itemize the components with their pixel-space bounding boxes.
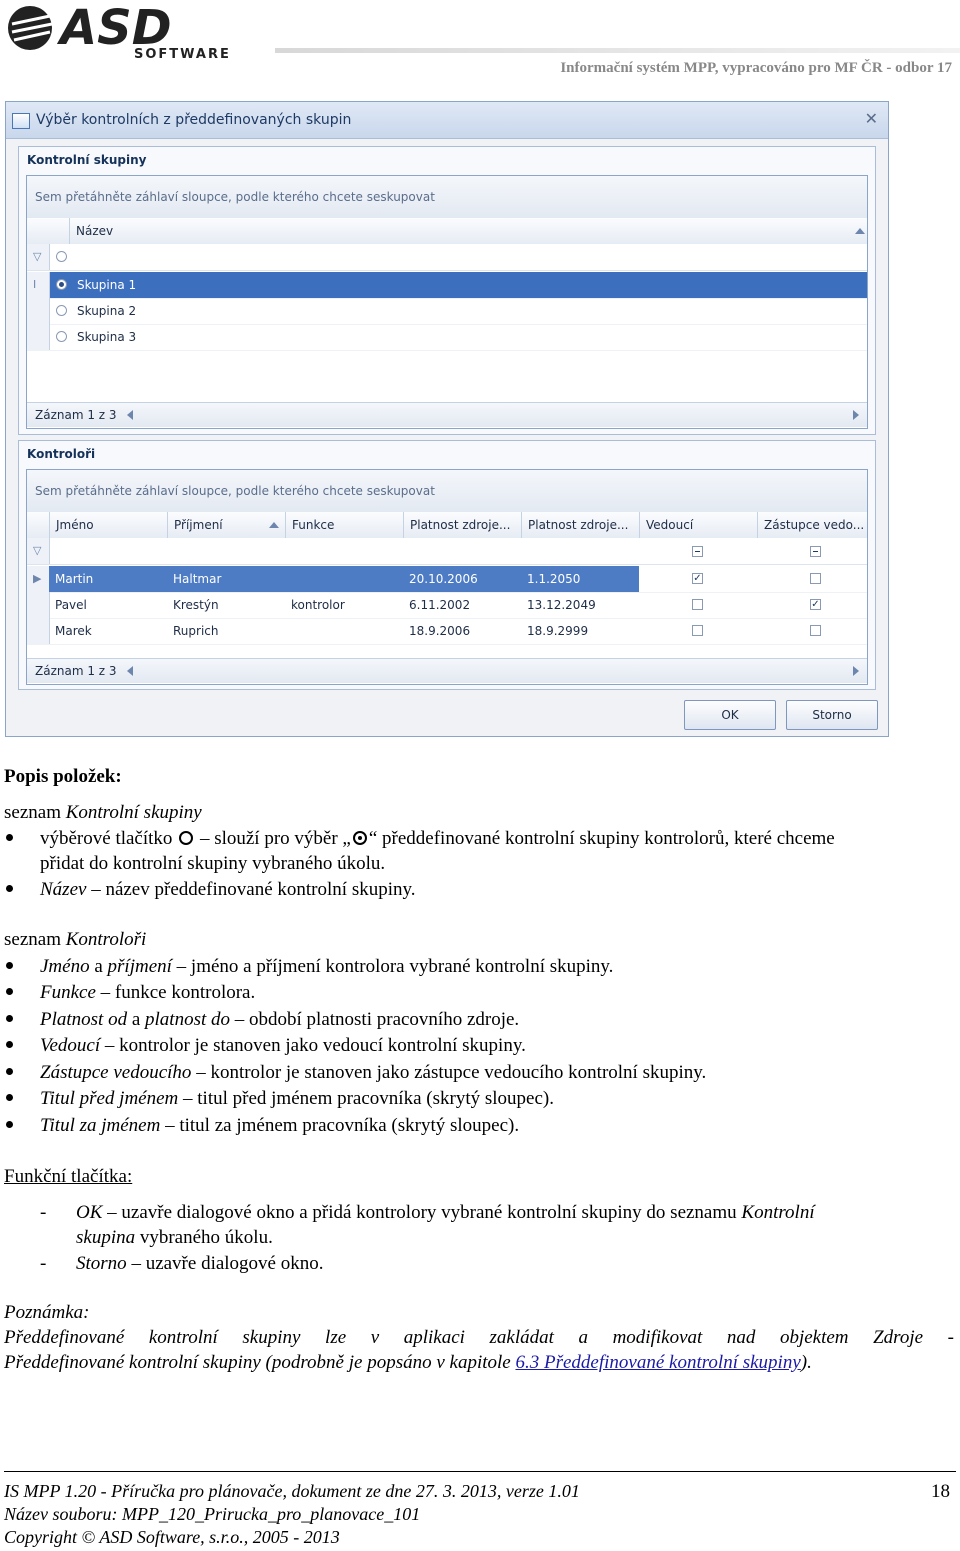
header-system-name: Informační systém MPP, vypracováno pro MF ČR - odbor 17 bbox=[560, 60, 952, 76]
header-rule bbox=[275, 48, 960, 53]
bullet-icon bbox=[4, 1068, 14, 1078]
group-by-hint: Sem přetáhněte záhlaví sloupce, podle kterého chcete seskupovat bbox=[35, 484, 435, 498]
row-indicator bbox=[27, 244, 50, 270]
footer-rule bbox=[4, 1471, 956, 1472]
cell-prijmeni: Ruprich bbox=[173, 624, 219, 638]
section-heading: Popis položek: bbox=[4, 766, 122, 787]
note-text: Předdefinované kontrolní skupiny lze v aplikaci zakládat a modifikovat nad objektem Zdroje - bbox=[4, 1327, 954, 1348]
bullet-icon bbox=[4, 1094, 14, 1104]
prev-record-icon[interactable] bbox=[127, 666, 133, 676]
row-indicator bbox=[27, 538, 50, 564]
ok-button[interactable]: OK bbox=[684, 700, 776, 730]
bullet-icon bbox=[4, 962, 14, 972]
vedouci-checkbox[interactable] bbox=[692, 599, 703, 610]
cell-platnost-od: 20.10.2006 bbox=[403, 566, 521, 592]
dash-item: Storno – uzavře dialogové okno. bbox=[76, 1253, 324, 1274]
column-header-platnost-od[interactable]: Platnost zdroje... bbox=[403, 512, 521, 538]
chapter-link[interactable]: 6.3 Předdefinované kontrolní skupiny bbox=[515, 1352, 801, 1373]
dash-marker: - bbox=[40, 1202, 47, 1223]
cell-jmeno: Marek bbox=[55, 624, 92, 638]
table-row[interactable] bbox=[27, 566, 867, 593]
group-kontrolni-skupiny bbox=[18, 146, 876, 435]
column-header-funkce[interactable]: Funkce bbox=[285, 512, 403, 538]
list2-title: seznam Kontroloři bbox=[4, 929, 147, 950]
bullet-icon bbox=[4, 885, 14, 895]
cell-funkce bbox=[285, 618, 291, 644]
cell-funkce bbox=[285, 566, 403, 592]
record-navigator bbox=[27, 658, 867, 683]
column-header-row bbox=[27, 512, 867, 539]
group-title: Kontroloři bbox=[27, 447, 96, 461]
vedouci-checkbox[interactable] bbox=[692, 625, 703, 636]
cell-jmeno: Pavel bbox=[55, 598, 87, 612]
row-indicator bbox=[27, 298, 50, 324]
list-item: Zástupce vedoucího – kontrolor je stanoven jako zástupce vedoucího kontrolní skupiny. bbox=[40, 1062, 707, 1083]
table-row[interactable] bbox=[27, 324, 867, 351]
cell-funkce: kontrolor bbox=[291, 598, 345, 612]
column-header-zastupce[interactable]: Zástupce vedo... bbox=[757, 512, 877, 538]
cell-nazev: Skupina 1 bbox=[77, 278, 137, 292]
group-kontrolori bbox=[18, 440, 876, 690]
group-by-panel[interactable] bbox=[27, 176, 867, 219]
sort-ascending-icon bbox=[269, 522, 279, 528]
vedouci-checkbox[interactable]: ✓ bbox=[693, 573, 702, 584]
close-icon[interactable]: ✕ bbox=[864, 109, 878, 128]
select-radio[interactable] bbox=[56, 305, 67, 316]
row-indicator bbox=[27, 272, 50, 298]
footer-copyright: Copyright © ASD Software, s.r.o., 2005 - 2013 bbox=[4, 1527, 340, 1547]
select-radio[interactable] bbox=[56, 331, 67, 342]
zastupce-checkbox[interactable] bbox=[810, 625, 821, 636]
list1-title: seznam Kontrolní skupiny bbox=[4, 802, 202, 823]
dash-item: OK – uzavře dialogové okno a přidá kontrolory vybrané kontrolní skupiny do seznamu Kontrolní bbox=[76, 1202, 815, 1223]
storno-button[interactable]: Storno bbox=[786, 700, 878, 730]
filter-icon: ▽ bbox=[33, 544, 42, 557]
table-row[interactable] bbox=[27, 618, 867, 645]
row-indicator bbox=[27, 324, 50, 350]
row-indicator bbox=[27, 592, 50, 618]
kontrolori-grid bbox=[26, 469, 868, 685]
cell-platnost-od: 18.9.2006 bbox=[409, 624, 471, 638]
column-header-nazev[interactable]: Název bbox=[69, 218, 871, 244]
record-counter: Záznam 1 z 3 bbox=[35, 664, 117, 678]
cell-platnost-do: 13.12.2049 bbox=[527, 598, 596, 612]
table-row[interactable] bbox=[27, 592, 867, 619]
table-row[interactable] bbox=[27, 272, 867, 299]
list-item: Vedoucí – kontrolor je stanoven jako vedoucí kontrolní skupiny. bbox=[40, 1035, 526, 1056]
cell-jmeno: Martin bbox=[49, 566, 167, 592]
note-text-continuation: Předdefinované kontrolní skupiny (podrobně je popsáno v kapitole 6.3 Předdefinované kontrolní skupiny). bbox=[4, 1352, 812, 1373]
filter-zastupce-checkbox[interactable] bbox=[810, 546, 821, 557]
filter-radio[interactable] bbox=[56, 251, 67, 262]
list-item: Funkce – funkce kontrolora. bbox=[40, 982, 256, 1003]
filter-vedouci-checkbox[interactable] bbox=[692, 546, 703, 557]
footer-filename: Název souboru: MPP_120_Prirucka_pro_planovace_101 bbox=[4, 1504, 421, 1524]
column-header-row bbox=[27, 218, 867, 245]
list-item: Název – název předdefinované kontrolní skupiny. bbox=[40, 879, 416, 900]
footer-document: IS MPP 1.20 - Příručka pro plánovače, dokument ze dne 27. 3. 2013, verze 1.01 bbox=[4, 1481, 580, 1501]
bullet-icon bbox=[4, 1121, 14, 1131]
svg-text:ASD: ASD bbox=[60, 2, 172, 56]
filter-icon: ▽ bbox=[33, 250, 42, 263]
dash-item-continuation: skupina vybraného úkolu. bbox=[76, 1227, 273, 1248]
cell-platnost-od: 6.11.2002 bbox=[409, 598, 471, 612]
list-item: Platnost od a platnost do – období platnosti pracovního zdroje. bbox=[40, 1009, 520, 1030]
asd-software-logo bbox=[6, 2, 276, 60]
column-header-vedouci[interactable]: Vedoucí bbox=[639, 512, 757, 538]
filter-row[interactable] bbox=[27, 244, 867, 271]
current-row-icon: ▶ bbox=[33, 572, 42, 585]
column-header-jmeno[interactable]: Jméno bbox=[49, 512, 167, 538]
table-row[interactable] bbox=[27, 298, 867, 325]
list-item: Titul za jménem – titul za jménem pracovníka (skrytý sloupec). bbox=[40, 1115, 520, 1136]
zastupce-checkbox[interactable]: ✓ bbox=[811, 599, 820, 610]
column-header-platnost-do[interactable]: Platnost zdroje... bbox=[521, 512, 639, 538]
row-indicator bbox=[27, 566, 50, 592]
group-by-hint: Sem přetáhněte záhlaví sloupce, podle kterého chcete seskupovat bbox=[35, 190, 435, 204]
dash-marker: - bbox=[40, 1253, 47, 1274]
column-header-prijmeni[interactable]: Příjmení bbox=[167, 512, 285, 538]
dialog-title: Výběr kontrolních z předdefinovaných skupin bbox=[36, 112, 352, 128]
edit-cursor-icon: I bbox=[33, 278, 37, 291]
list-item-continuation: přidat do kontrolní skupiny vybraného úkolu. bbox=[40, 853, 386, 874]
svg-text:SOFTWARE: SOFTWARE bbox=[134, 47, 231, 60]
dialog-titlebar bbox=[6, 102, 888, 139]
prev-record-icon[interactable] bbox=[127, 410, 133, 420]
group-by-panel[interactable] bbox=[27, 470, 867, 513]
list-item: Jméno a příjmení – jméno a příjmení kontrolora vybrané kontrolní skupiny. bbox=[40, 956, 614, 977]
function-buttons-heading: Funkční tlačítka: bbox=[4, 1166, 133, 1187]
cell-platnost-do: 1.1.2050 bbox=[521, 566, 639, 592]
cell-nazev: Skupina 2 bbox=[77, 304, 137, 318]
radio-off-icon bbox=[179, 831, 193, 845]
bullet-icon bbox=[4, 988, 14, 998]
bullet-icon bbox=[4, 834, 14, 844]
cell-platnost-do: 18.9.2999 bbox=[527, 624, 589, 638]
next-record-icon[interactable] bbox=[853, 666, 859, 676]
dialog-screenshot bbox=[5, 101, 889, 737]
cell-prijmeni: Krestýn bbox=[173, 598, 219, 612]
select-radio[interactable] bbox=[56, 279, 67, 290]
skupiny-grid bbox=[26, 175, 868, 429]
list-item: Titul před jménem – titul před jménem pracovníka (skrytý sloupec). bbox=[40, 1088, 554, 1109]
page-number: 18 bbox=[931, 1481, 950, 1502]
list-item: výběrové tlačítko – slouží pro výběr „ “ předdefinované kontrolní skupiny kontrolorů, které chceme bbox=[40, 828, 835, 849]
cell-nazev: Skupina 3 bbox=[77, 330, 137, 344]
record-navigator bbox=[27, 402, 867, 427]
group-title: Kontrolní skupiny bbox=[27, 153, 147, 167]
filter-row[interactable] bbox=[27, 538, 867, 565]
bullet-icon bbox=[4, 1015, 14, 1025]
sort-ascending-icon bbox=[855, 228, 865, 234]
row-indicator bbox=[27, 618, 50, 644]
cell-prijmeni: Haltmar bbox=[167, 566, 285, 592]
zastupce-checkbox[interactable] bbox=[810, 573, 821, 584]
window-icon bbox=[12, 113, 30, 129]
note-heading: Poznámka: bbox=[4, 1302, 90, 1323]
radio-on-icon bbox=[353, 831, 367, 845]
bullet-icon bbox=[4, 1041, 14, 1051]
record-counter: Záznam 1 z 3 bbox=[35, 408, 117, 422]
next-record-icon[interactable] bbox=[853, 410, 859, 420]
